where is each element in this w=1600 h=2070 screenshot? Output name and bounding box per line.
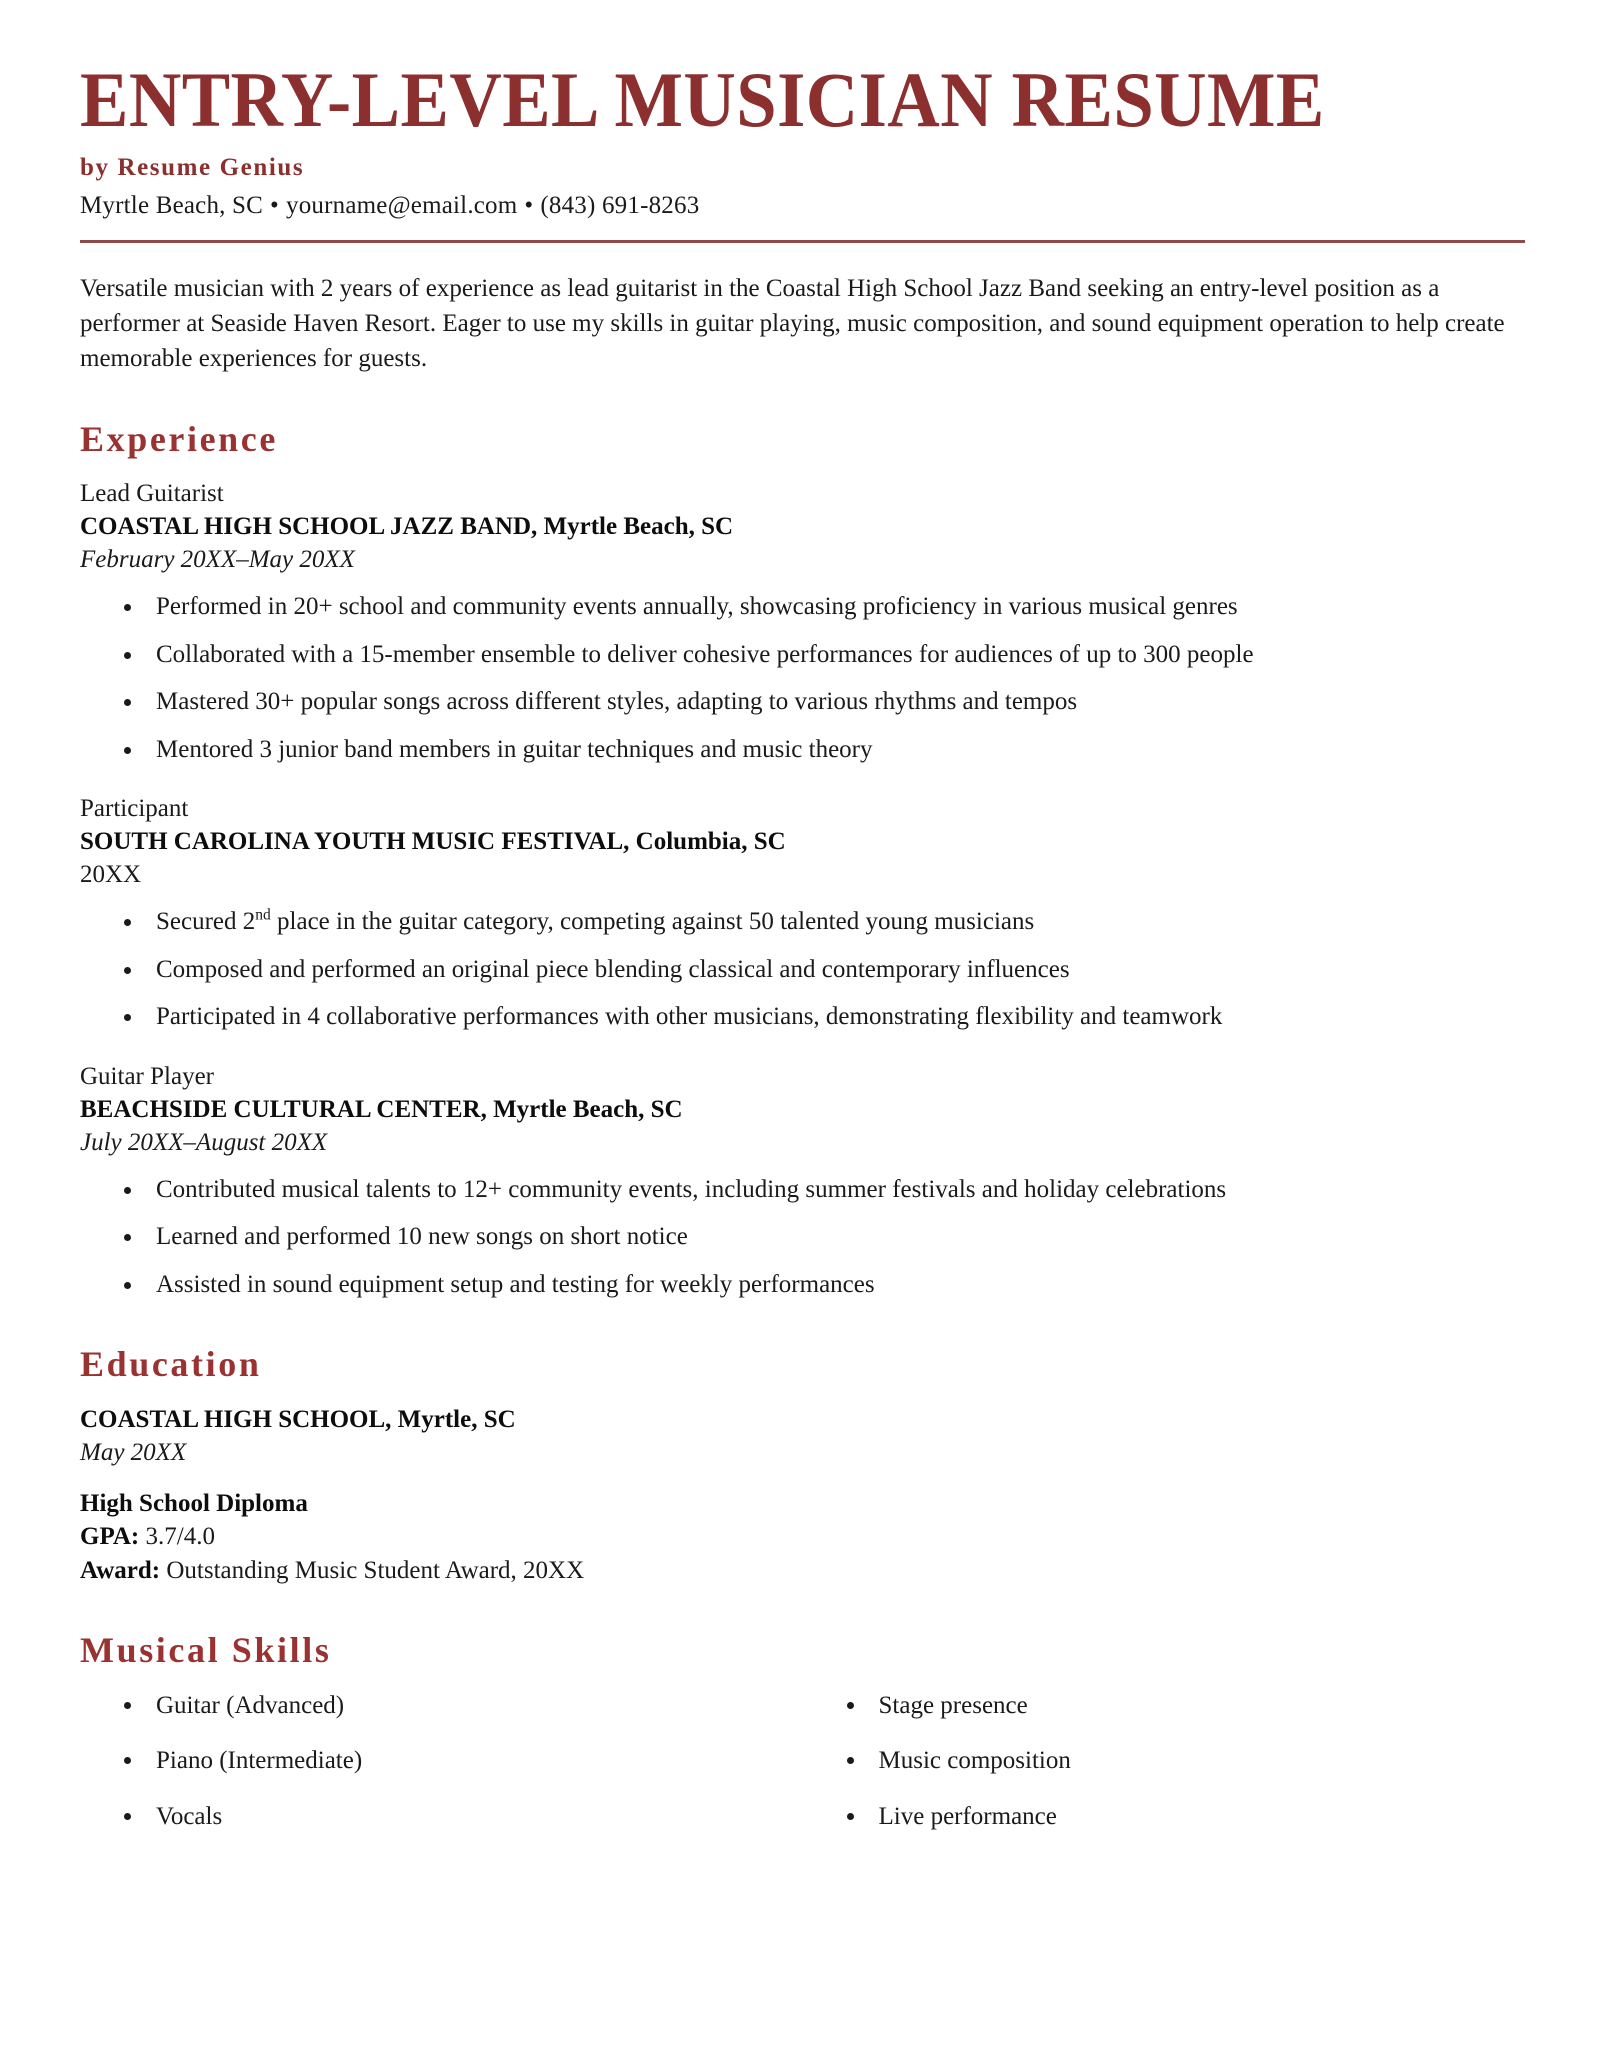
education-gpa [80,1520,1525,1554]
list-item: Contributed musical talents to 12+ community events, including summer festivals and holiday celebrations [80,1173,1525,1207]
list-item: Mastered 30+ popular songs across different styles, adapting to various rhythms and tempos [80,685,1525,719]
education-entry [80,1403,1525,1588]
section-experience [80,420,1525,1302]
professional-summary: Versatile musician with 2 years of experience as lead guitarist in the Coastal High School Jazz Band seeking an entry-level position as a performer at Seaside Haven Resort. Eager to use my skills in guitar playing, music composition, and sound equipment operation to help create memorable experiences for guests. [80,274,1505,372]
list-item: Learned and performed 10 new songs on short notice [80,1220,1525,1254]
education-award [80,1554,1525,1588]
section-education [80,1345,1525,1587]
section-heading-skills: Musical Skills [80,1630,332,1671]
section-heading-experience: Experience [80,418,278,459]
education-award-value: Outstanding Music Student Award, 20XX [166,1556,585,1584]
education-award-label: Award: [80,1556,161,1584]
contact-separator-1: • [270,191,279,219]
education-gpa-value: 3.7/4.0 [145,1523,215,1551]
list-item: Composed and performed an original piece blending classical and contemporary influences [80,953,1525,987]
job-title: Guitar Player [80,1062,214,1090]
skills-column-right [803,1689,1526,1856]
list-item: Collaborated with a 15-member ensemble to deliver cohesive performances for audiences of up to 300 people [80,638,1525,672]
list-item: Secured 2nd place in the guitar category, competing against 50 talented young musicians [80,905,1525,939]
list-item: Mentored 3 junior band members in guitar techniques and music theory [80,733,1525,767]
experience-entry [80,477,1525,766]
contact-line [80,192,1525,220]
list-item: Performed in 20+ school and community events annually, showcasing proficiency in various musical genres [80,590,1525,624]
contact-separator-2: • [524,191,534,219]
skills-list-left [80,1689,803,1834]
employer-name: BEACHSIDE CULTURAL CENTER, Myrtle Beach, SC [80,1095,683,1123]
skill-item: Music composition [803,1744,1526,1778]
contact-phone[interactable]: (843) 691-8263 [540,191,700,219]
byline: by Resume Genius [80,153,305,181]
experience-entry [80,1060,1525,1302]
experience-entry-list [80,477,1525,1301]
job-title: Participant [80,795,189,823]
list-item: Assisted in sound equipment setup and testing for weekly performances [80,1268,1525,1302]
skill-item: Live performance [803,1800,1526,1834]
skill-item: Stage presence [803,1689,1526,1723]
header-divider [80,240,1525,243]
resume-header [80,56,1525,243]
contact-email[interactable]: yourname@email.com [286,191,518,219]
education-degree: High School Diploma [80,1489,308,1517]
skills-columns [80,1689,1525,1856]
employment-dates: February 20XX–May 20XX [80,546,355,574]
employer-name: COASTAL HIGH SCHOOL JAZZ BAND, Myrtle Beach, SC [80,513,734,541]
page-title: ENTRY-LEVEL MUSICIAN RESUME [80,56,1325,143]
contact-location: Myrtle Beach, SC [80,191,264,219]
employment-dates: 20XX [80,861,142,889]
ordinal-suffix: nd [255,906,271,924]
responsibility-list [80,590,1525,766]
section-skills [80,1631,1525,1855]
skill-item: Piano (Intermediate) [80,1744,803,1778]
education-school: COASTAL HIGH SCHOOL, Myrtle, SC [80,1405,516,1433]
employer-name: SOUTH CAROLINA YOUTH MUSIC FESTIVAL, Columbia, SC [80,828,786,856]
responsibility-list [80,1173,1525,1302]
experience-entry [80,792,1525,1034]
section-heading-education: Education [80,1344,262,1385]
employment-dates: July 20XX–August 20XX [80,1128,328,1156]
skill-item: Vocals [80,1800,803,1834]
education-date: May 20XX [80,1438,187,1466]
job-title: Lead Guitarist [80,480,224,508]
skills-column-left [80,1689,803,1856]
skills-list-right [803,1689,1526,1834]
education-gpa-label: GPA: [80,1523,140,1551]
responsibility-list [80,905,1525,1034]
list-item: Participated in 4 collaborative performances with other musicians, demonstrating flexibility and teamwork [80,1000,1525,1034]
skill-item: Guitar (Advanced) [80,1689,803,1723]
